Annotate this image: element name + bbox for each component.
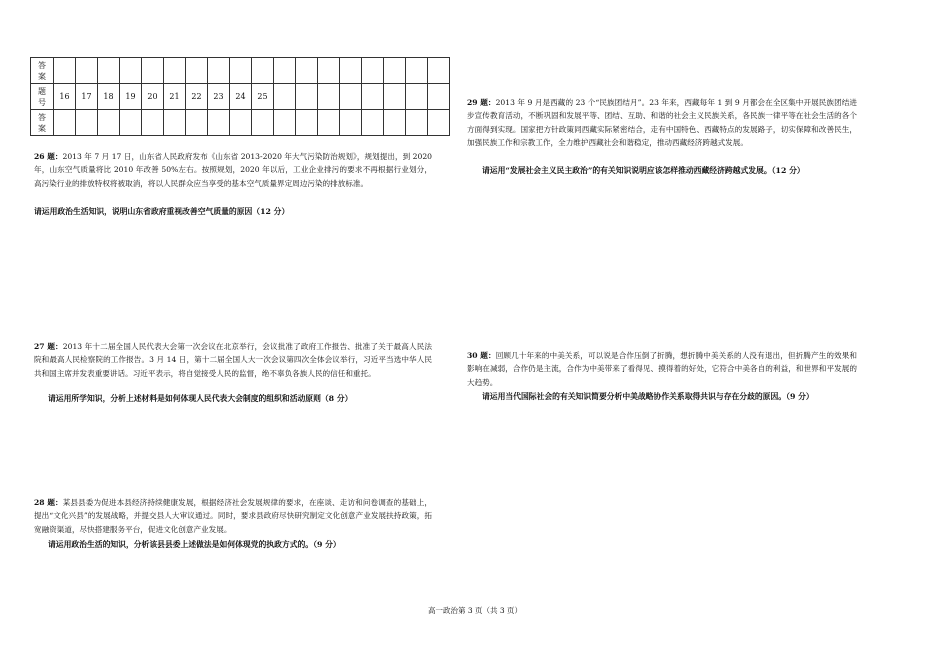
empty-cell [384, 84, 406, 110]
empty-cell [296, 84, 318, 110]
empty-cell [406, 84, 428, 110]
question-28-text: 28 题：某县县委为促进本县经济持续健康发展，根据经济社会发展规律的要求，在座谈、走访和问卷调查的基础上，提出“文化兴县”的发展战略，并提交县人大审议通过。同时，要求县政府尽快研究制定文化创意产业发展扶持政策，拓宽融资渠道，尽快搭建服务平台，促进文化创意产业发展。 [34, 498, 433, 534]
question-27-number: 27 题： [34, 342, 63, 351]
answer-cell[interactable] [54, 110, 76, 136]
empty-cell [274, 110, 296, 136]
question-26-text: 26 题：2013 年 7 月 17 日，山东省人民政府发布《山东省 2013-2020 年大气污染防治规划》，规划提出，到 2020 年，山东空气质量将比 2010 年改善 50%左右。按照规划，2020 年以后，工业企业排污的要求不再根据行业划分，高污染行业的排放特权将被取消，将以人民群众应当享受的基本空气质量界定周边污染的排放标准。 [34, 152, 433, 188]
answer-cell[interactable] [98, 110, 120, 136]
question-number: 20 [142, 84, 164, 110]
question-27-text: 27 题：2013 年十二届全国人民代表大会第一次会议在北京举行，会议批准了政府工作报告、批准了关于最高人民法院和最高人民检察院的工作报告。3 月 14 日，第十二届全国人大一次会议第四次全体会议举行，习近平当选中华人民共和国主席并发表重要讲话。习近平表示，将自觉接受人民的监督，绝不辜负各族人民的信任和重托。 [34, 342, 433, 378]
answer-cell[interactable] [230, 110, 252, 136]
question-27-task: 请运用所学知识，分析上述材料是如何体现人民代表大会制度的组织和活动原则（8 分） [48, 394, 353, 403]
question-26-number: 26 题： [34, 152, 63, 161]
empty-cell [296, 110, 318, 136]
question-28-task: 请运用政治生活的知识，分析该县县委上述做法是如何体现党的执政方式的。（9 分） [48, 540, 341, 549]
empty-cell [362, 110, 384, 136]
answer-cell[interactable] [186, 110, 208, 136]
answer-cell [384, 58, 406, 84]
answer-cell[interactable] [252, 110, 274, 136]
answer-cell [296, 58, 318, 84]
answer-row-bottom [31, 110, 450, 136]
answer-table [30, 57, 450, 136]
answer-cell [274, 58, 296, 84]
question-number: 21 [164, 84, 186, 110]
question-number: 18 [98, 84, 120, 110]
question-30-number: 30 题： [467, 351, 496, 360]
empty-cell [340, 110, 362, 136]
question-number-row [31, 84, 450, 110]
empty-cell [384, 110, 406, 136]
answer-cell [362, 58, 384, 84]
answer-cell[interactable] [120, 110, 142, 136]
empty-cell [274, 84, 296, 110]
question-number-label: 题 号 [31, 84, 54, 110]
answer-cell [340, 58, 362, 84]
answer-cell[interactable] [208, 110, 230, 136]
empty-cell [318, 84, 340, 110]
answer-cell [406, 58, 428, 84]
question-29-task: 请运用“发展社会主义民主政治”的有关知识说明应该怎样推动西藏经济跨越式发展。（12 分） [482, 166, 805, 175]
question-number: 25 [252, 84, 274, 110]
empty-cell [406, 110, 428, 136]
answer-cell [230, 58, 252, 84]
answer-cell [252, 58, 274, 84]
page-footer: 高一政治第 3 页（共 3 页） [427, 606, 523, 615]
answer-row-top [31, 58, 450, 84]
question-number: 17 [76, 84, 98, 110]
answer-cell [98, 58, 120, 84]
question-number: 16 [54, 84, 76, 110]
answer-cell [428, 58, 450, 84]
question-number: 19 [120, 84, 142, 110]
answer-cell[interactable] [142, 110, 164, 136]
question-number: 24 [230, 84, 252, 110]
empty-cell [362, 84, 384, 110]
answer-cell [54, 58, 76, 84]
empty-cell [428, 84, 450, 110]
answer-label: 答 案 [31, 58, 54, 84]
question-29-text: 29 题：2013 年 9 月是西藏的 23 个“民族团结月”。23 年来，西藏每年 1 到 9 月都会在全区集中开展民族团结进步宣传教育活动，不断巩固和发展平等、团结、互助、和谐的社会主义民族关系，各民族一律平等在社会生活的各个方面得到实现。国家把方针政策同西藏实际紧密结合，走有中国特色、西藏特点的发展路子，切实保障和改善民生，加强民族工作和宗教工作，全力维护西藏社会和谐稳定，推动西藏经济跨越式发展。 [467, 98, 857, 147]
answer-cell[interactable] [76, 110, 98, 136]
question-number: 23 [208, 84, 230, 110]
answer-cell [208, 58, 230, 84]
question-28-number: 28 题： [34, 498, 63, 507]
answer-cell [164, 58, 186, 84]
answer-cell [76, 58, 98, 84]
answer-cell[interactable] [164, 110, 186, 136]
answer-cell [318, 58, 340, 84]
question-30-text: 30 题：回顾几十年来的中美关系，可以说是合作压倒了折腾，想折腾中美关系的人没有退出，但折腾产生的效果和影响在减弱，合作仍是主流，合作为中美带来了看得见、摸得着的好处，它符合中美各自的利益，和世界和平发展的大趋势。 [467, 351, 857, 387]
answer-label: 答 案 [31, 110, 54, 136]
answer-cell [142, 58, 164, 84]
answer-cell [120, 58, 142, 84]
question-29-number: 29 题： [467, 98, 496, 107]
empty-cell [428, 110, 450, 136]
answer-cell [186, 58, 208, 84]
question-number: 22 [186, 84, 208, 110]
empty-cell [318, 110, 340, 136]
question-26-task: 请运用政治生活知识，说明山东省政府重视改善空气质量的原因（12 分） [34, 207, 290, 216]
empty-cell [340, 84, 362, 110]
question-30-task: 请运用当代国际社会的有关知识简要分析中美战略协作关系取得共识与存在分歧的原因。（9 分） [482, 392, 814, 401]
